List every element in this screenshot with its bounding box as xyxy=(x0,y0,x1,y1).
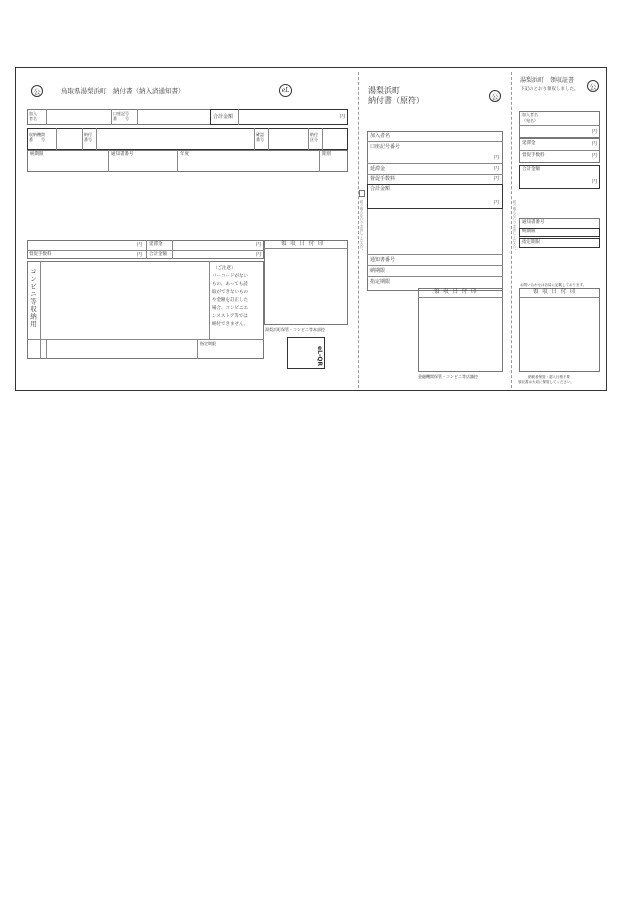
mid-late-fee-label: 延滞金 xyxy=(370,166,386,172)
divider xyxy=(56,128,57,150)
due-date-label: 納期限 xyxy=(30,152,44,157)
notice-line: 納付できません。 xyxy=(212,322,249,327)
divider xyxy=(367,265,503,266)
receipt-subscriber-label: 加入者名 xyxy=(522,112,538,117)
notice-line: ンスストア等では xyxy=(212,314,248,319)
divider xyxy=(322,128,323,150)
notice-no-label: 通知書番号 xyxy=(111,152,134,157)
receipt-title: 湯梨浜町 領収証書 xyxy=(520,77,575,84)
mid-cut-note-right: 切り取らないでお出しください。 xyxy=(513,200,517,253)
payment-category-label: 納付 区分 xyxy=(310,132,318,142)
receipt-stamp-box xyxy=(519,288,600,372)
mid-subscriber-label: 加入者名 xyxy=(370,133,391,139)
mid-due-date-label: 納期限 xyxy=(370,268,386,274)
divider xyxy=(137,109,138,125)
receipt-subtitle: 下記のとおり領収しました。 xyxy=(520,87,579,92)
yen-mark: 円 xyxy=(592,179,598,185)
divider xyxy=(177,150,178,172)
supervisory-fee-label: 督促手数料 xyxy=(29,252,52,257)
divider xyxy=(519,125,600,126)
divider xyxy=(254,128,255,150)
divider xyxy=(367,163,503,164)
receiving-org-row xyxy=(27,128,348,150)
yen-mark: 円 xyxy=(494,200,500,206)
notice-line: や金額を訂正した xyxy=(212,298,248,303)
mid-cut-note-left: 切り取らないでお出しください。 xyxy=(360,200,364,253)
yen-mark: 円 xyxy=(137,242,143,248)
receipt-stamp-box xyxy=(264,240,348,325)
yen-mark: 円 xyxy=(340,114,346,120)
divider xyxy=(367,276,503,277)
el-qr-label: eL-QR xyxy=(316,346,323,367)
late-fee-label: 延滞金 xyxy=(149,242,163,247)
mid-title: 納付書（原符） xyxy=(368,96,424,105)
receipt-due-date-label: 納期限 xyxy=(522,229,536,234)
divider xyxy=(96,128,97,150)
total-amount-label: 合計金額 xyxy=(213,114,234,120)
period-label: 期別 xyxy=(322,152,331,157)
receipt-subscriber-value: （宛名） xyxy=(522,118,538,123)
yen-mark: 円 xyxy=(494,176,500,182)
divider xyxy=(46,339,47,359)
main-title: 鳥取県湯梨浜町 納付書（納入済通知書） xyxy=(61,87,185,95)
divider xyxy=(111,109,112,125)
receiving-org-no-label: 収納機関 番 号 xyxy=(29,132,45,142)
divider xyxy=(367,174,503,175)
receipt-designated-deadline-label: 指定期限 xyxy=(522,240,540,245)
divider xyxy=(268,128,269,150)
yen-mark: 円 xyxy=(592,153,598,159)
mid-supervisory-fee-label: 督促手数料 xyxy=(370,176,396,182)
mid-title-town: 湯梨浜町 xyxy=(368,86,400,95)
receipt-note: お問い合わせは各局に記載しております。 xyxy=(520,283,587,287)
public-seal-icon: 公 xyxy=(587,80,599,92)
divider xyxy=(418,297,503,298)
yen-mark: 円 xyxy=(137,252,143,258)
divider xyxy=(319,150,320,172)
storage-note: 湯梨浜町保管・コンビニ等本部控 xyxy=(265,327,325,332)
receipt-supervisory-fee-label: 督促手数料 xyxy=(522,153,545,158)
fiscal-year-label: 年度 xyxy=(180,152,189,157)
divider xyxy=(367,141,503,142)
mid-storage-note: 金融機関保管・コンビニ等店舗控 xyxy=(418,374,478,379)
mid-total-label: 合計金額 xyxy=(370,186,391,192)
el-logo-icon xyxy=(279,84,292,97)
public-seal-icon: 公 xyxy=(489,90,501,102)
yen-mark: 円 xyxy=(256,242,262,248)
receipt-footer-1: 納税者保管・超入行格不要 xyxy=(528,375,570,379)
cut-marker xyxy=(359,190,365,197)
divider xyxy=(197,339,198,359)
divider xyxy=(40,261,41,359)
divider xyxy=(209,261,210,339)
yen-mark: 円 xyxy=(592,141,598,147)
yen-mark: 円 xyxy=(256,252,262,258)
divider xyxy=(172,240,173,259)
yen-mark: 円 xyxy=(494,155,500,161)
public-seal-icon: 公 xyxy=(31,85,43,97)
perforation-line xyxy=(358,72,359,388)
notice-line: バーコードがない xyxy=(212,274,248,279)
divider xyxy=(367,254,503,255)
notice-line: 取ができないもの xyxy=(212,290,248,295)
notice-title: （ご注意） xyxy=(213,266,236,271)
receipt-total-label: 合計金額 xyxy=(522,167,540,172)
notice-line: 場合、コンビニエ xyxy=(212,306,248,311)
perforation-line xyxy=(511,72,512,388)
receipt-late-fee-label: 延滞金 xyxy=(522,141,536,146)
subscriber-name-label: 加入 者名 xyxy=(29,111,37,121)
el-logo-text: eL xyxy=(281,87,290,94)
receipt-stamp-label: 領 収 日 付 印 xyxy=(533,289,577,295)
mid-designated-deadline-label: 指定期限 xyxy=(370,279,391,285)
confirm-no-label: 確認 番号 xyxy=(256,132,264,142)
mid-fields-block xyxy=(367,131,503,291)
notice-lines xyxy=(212,273,264,329)
designated-deadline-label: 指定期限 xyxy=(200,341,216,346)
yen-mark: 円 xyxy=(494,166,500,172)
mid-account-label: 口座記号番号 xyxy=(370,144,401,150)
yen-mark: 円 xyxy=(592,129,598,135)
receipt-footer-2: 領収書は大切に保管してください。 xyxy=(518,380,574,384)
divider xyxy=(264,248,348,249)
divider xyxy=(27,339,264,340)
receipt-notice-no-label: 通知書番号 xyxy=(522,220,545,225)
divider xyxy=(519,150,600,151)
divider xyxy=(108,150,109,172)
convenience-label: コンビニ等収納用 xyxy=(29,268,37,328)
notice-line: もの、あっても読 xyxy=(212,282,248,287)
payment-no-label: 納付 番号 xyxy=(84,132,92,142)
mid-receipt-stamp-label: 領 収 日 付 印 xyxy=(434,289,478,295)
divider xyxy=(146,240,147,259)
divider xyxy=(308,128,309,150)
account-no-label: 口座記号 番 号 xyxy=(113,111,129,121)
divider xyxy=(238,109,239,125)
mid-receipt-stamp-box xyxy=(418,288,503,372)
mid-notice-no-label: 通知書番号 xyxy=(370,257,396,263)
divider xyxy=(82,128,83,150)
total-label: 合計金額 xyxy=(149,252,167,257)
divider xyxy=(46,109,47,125)
divider xyxy=(519,297,600,298)
receipt-stamp-label: 領 収 日 付 印 xyxy=(281,241,325,247)
